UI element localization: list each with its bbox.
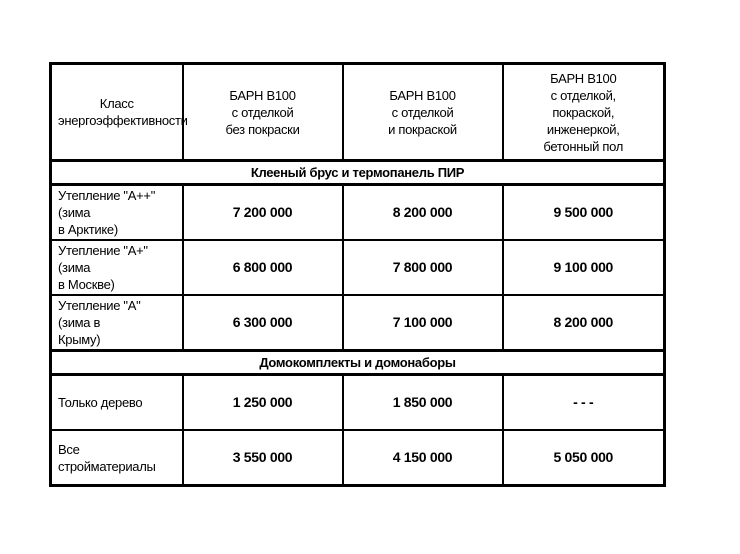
price-cell: 7 800 000 (343, 240, 503, 295)
price-cell: 4 150 000 (343, 430, 503, 486)
price-cell: 6 300 000 (183, 295, 343, 351)
price-table (49, 62, 666, 487)
row-label: Утепление "А+" (зима в Москве) (51, 240, 183, 295)
table-row (51, 185, 665, 241)
price-cell: 8 200 000 (343, 185, 503, 241)
price-cell: 9 100 000 (503, 240, 665, 295)
header-col-1: БАРН В100 с отделкой без покраски (183, 64, 343, 161)
section-row-kits (51, 351, 665, 375)
section-title: Домокомплекты и домонаборы (51, 351, 665, 375)
row-label: Только дерево (51, 375, 183, 431)
header-energy-class: Класс энергоэффективности (51, 64, 183, 161)
table-row (51, 430, 665, 486)
price-cell: 7 200 000 (183, 185, 343, 241)
table-header-row (51, 64, 665, 161)
price-cell: - - - (503, 375, 665, 431)
price-cell: 3 550 000 (183, 430, 343, 486)
price-cell: 5 050 000 (503, 430, 665, 486)
price-cell: 1 850 000 (343, 375, 503, 431)
table-row (51, 295, 665, 351)
table-row (51, 375, 665, 431)
header-col-3: БАРН В100 с отделкой, покраской, инженеркой, бетонный пол (503, 64, 665, 161)
row-label: Все стройматериалы (51, 430, 183, 486)
section-row-timber (51, 161, 665, 185)
row-label: Утепление "А++" (зима в Арктике) (51, 185, 183, 241)
price-cell: 7 100 000 (343, 295, 503, 351)
price-cell: 9 500 000 (503, 185, 665, 241)
price-cell: 1 250 000 (183, 375, 343, 431)
table-row (51, 240, 665, 295)
price-cell: 6 800 000 (183, 240, 343, 295)
header-col-2: БАРН В100 с отделкой и покраской (343, 64, 503, 161)
row-label: Утепление "А" (зима в Крыму) (51, 295, 183, 351)
section-title: Клееный брус и термопанель ПИР (51, 161, 665, 185)
price-cell: 8 200 000 (503, 295, 665, 351)
